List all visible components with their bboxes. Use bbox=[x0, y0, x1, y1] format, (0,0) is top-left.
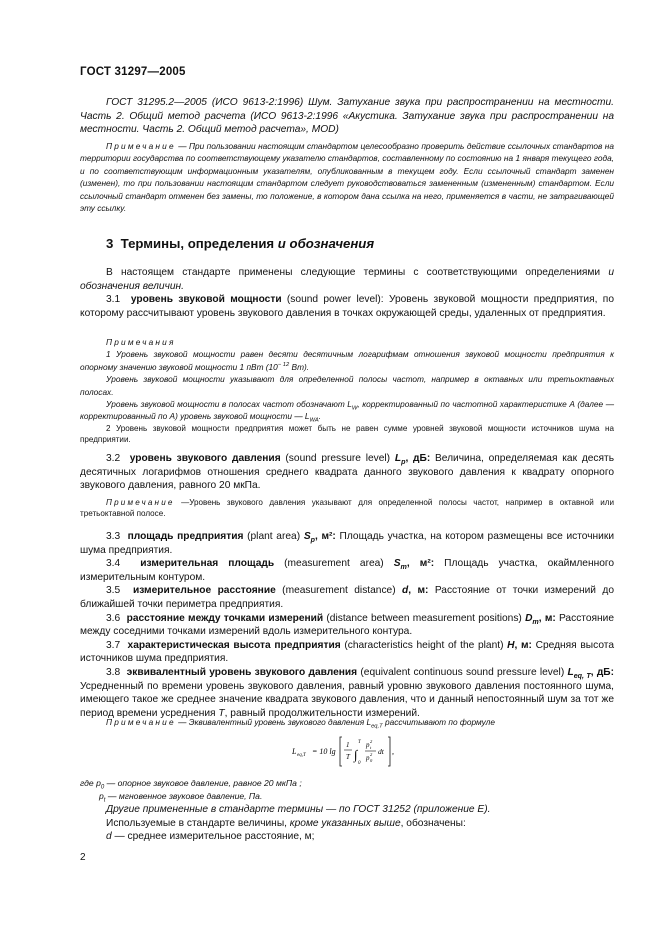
terms-3-3-to-3-8 bbox=[80, 530, 614, 720]
svg-text:= 10 lg: = 10 lg bbox=[312, 747, 336, 756]
section-intro bbox=[80, 266, 614, 293]
svg-text:0: 0 bbox=[358, 761, 361, 766]
term-3-1 bbox=[80, 293, 614, 320]
notes-3-1 bbox=[80, 336, 614, 446]
svg-text:p: p bbox=[366, 741, 370, 749]
svg-text:L: L bbox=[292, 747, 297, 756]
section-title-italic: и обозначения bbox=[277, 236, 375, 251]
note-2: 2 Уровень звуковой мощности предприятия может быть не равен сумме уровней звуковой мощности источников шума на предприятии. bbox=[80, 423, 614, 445]
note-3-8: Примечание — Эквивалентный уровень звукового давления $L_{eq,T}$ рассчитывают по формуле bbox=[106, 717, 495, 730]
equivalent-level-formula bbox=[292, 733, 412, 769]
svg-text:p: p bbox=[366, 754, 370, 762]
svg-text:2: 2 bbox=[370, 739, 373, 744]
section-number: 3 bbox=[106, 236, 114, 251]
section-heading bbox=[106, 236, 374, 251]
closing-lines bbox=[80, 803, 614, 844]
svg-text:T: T bbox=[346, 753, 350, 761]
svg-text:2: 2 bbox=[370, 752, 373, 757]
term-3-8: 3.8 эквивалентный уровень звукового давления (equivalent continuous sound pressure level) $L_{eq, T}$, дБ: Усредненный по времени уровень звукового давления, равный уровню звукового давления постоянного шума, имеющего такое же среднее значение квадрата звукового давления, что и данный непостоянный шум за тот же период времени усреднения T, равный продолжительности измерений. bbox=[80, 666, 615, 719]
term-3-7: 3.7 характеристическая высота предприятия (characteristics height of the plant) H, м: Средняя высота источников шума предприятия. bbox=[80, 639, 614, 665]
note-1-symbols: Уровень звуковой мощности в полосах частот обозначают $L_W$, корректированный по частотной характеристике А (далее — корректированный по А) уровень звуковой мощности — $L_{WA}$. bbox=[80, 399, 614, 425]
term-3-5: 3.5 измерительное расстояние (measurement distance) d, м: Расстояние от точки измерений до ближайшей точки периметра предприятия. bbox=[80, 585, 615, 610]
svg-text:1: 1 bbox=[346, 741, 350, 749]
svg-text:0: 0 bbox=[370, 758, 373, 763]
reference-entry bbox=[80, 96, 614, 137]
note-1: 1 Уровень звуковой мощности равен десяти десятичным логарифмам отношения звуковой мощности предприятия к опорному значению звуковой мощности 1 пВт ($10^{- 12}$ Вт). bbox=[80, 349, 614, 372]
term-definition: (sound power level): Уровень звуковой мощности предприятия, по которому рассчитывают уровень звукового давления в точках окружающей среды, удаленных от предприятия. bbox=[80, 294, 614, 319]
term-3-3: 3.3 площадь предприятия (plant area) $S_p$, м²: Площадь участка, на котором размещены все источники шума предприятия. bbox=[80, 531, 615, 556]
svg-text:eq,T: eq,T bbox=[297, 753, 306, 758]
distance-symbol: d — среднее измерительное расстояние, м; bbox=[106, 831, 315, 843]
term-title: уровень звуковой мощности bbox=[130, 294, 282, 305]
term-3-6: 3.6 расстояние между точками измерений (distance between measurement positions) $D_m$, м: Расстояние между соседними точками измерений вдоль измерительного контура. bbox=[80, 612, 615, 638]
note-1-octave: Уровень звуковой мощности указывают для определенной полосы частот, например в октавных или третьоктавных полосах. bbox=[80, 374, 614, 397]
svg-text:T: T bbox=[358, 740, 361, 745]
page-number: 2 bbox=[80, 852, 86, 863]
formula-legend: где $p_0$ — опорное звуковое давление, равное 20 мкПа ; $p_t$ — мгновенное звуковое давление, Па. bbox=[80, 778, 302, 804]
term-3-2: 3.2 уровень звукового давления (sound pressure level) $L_p$, дБ: Величина, определяемая как десять десятичных логарифмов отношения среднего квадрата данного звукового давления к квадрату опорного звукового давления, равного 20 мкПа. bbox=[80, 453, 615, 492]
intro-text: В настоящем стандарте применены следующие термины с соответствующими определениями bbox=[106, 267, 601, 278]
svg-text:dt: dt bbox=[378, 747, 384, 756]
other-terms: Другие примененные в стандарте термины — по ГОСТ 31252 (приложение Е). bbox=[106, 804, 491, 815]
note-3-2: Примечание —Уровень звукового давления указывают для определенной полосы частот, например в октавной или третьоктавной полосе. bbox=[80, 498, 614, 519]
svg-text:∫: ∫ bbox=[354, 747, 358, 762]
term-3-4: 3.4 измерительная площадь (measurement area) $S_m$, м²: Площадь участка, окаймленного измерительным контуром. bbox=[80, 558, 615, 583]
section-title: Термины, определения bbox=[120, 236, 275, 251]
term-number: 3.1 bbox=[106, 294, 121, 305]
note-text: — При пользовании настоящим стандартом целесообразно проверить действие ссылочных стандартов на территории государства по соответствующему указателю стандартов, составленному по состоянию на 1 января текущего года, и по соответствующим информационным указателям, опубликованным в текущем году. Если ссылочный стандарт заменен (изменен), то при пользовании настоящим стандартом следует руководствоваться замененным (измененным) стандартом. Если ссылочный стандарт отменен без замены, то положение, в котором дана ссылка на него, применяется в части, не затрагивающей эту ссылку. bbox=[80, 141, 614, 214]
quantities-intro: Используемые в стандарте величины, кроме указанных выше, обозначены: bbox=[106, 817, 466, 829]
reference-text: ГОСТ 31295.2—2005 (ИСО 9613-2:1996) Шум. Затухание звука при распространении на местности. Часть 2. Общий метод расчета (ИСО 9613-2:1996 «Акустика. Затухание звука при распространении на местности. Часть 2. Общий метод расчета», MOD) bbox=[80, 97, 614, 136]
term-title: уровень звукового давления bbox=[129, 453, 281, 464]
svg-text:,: , bbox=[392, 747, 394, 756]
note-label: Примечание bbox=[106, 141, 176, 151]
svg-text:t: t bbox=[370, 745, 372, 750]
note-references bbox=[80, 140, 614, 214]
notes-label: Примечания bbox=[106, 337, 176, 347]
intro-italic: и обозначения величин. bbox=[80, 267, 614, 292]
document-header: ГОСТ 31297—2005 bbox=[80, 66, 186, 78]
